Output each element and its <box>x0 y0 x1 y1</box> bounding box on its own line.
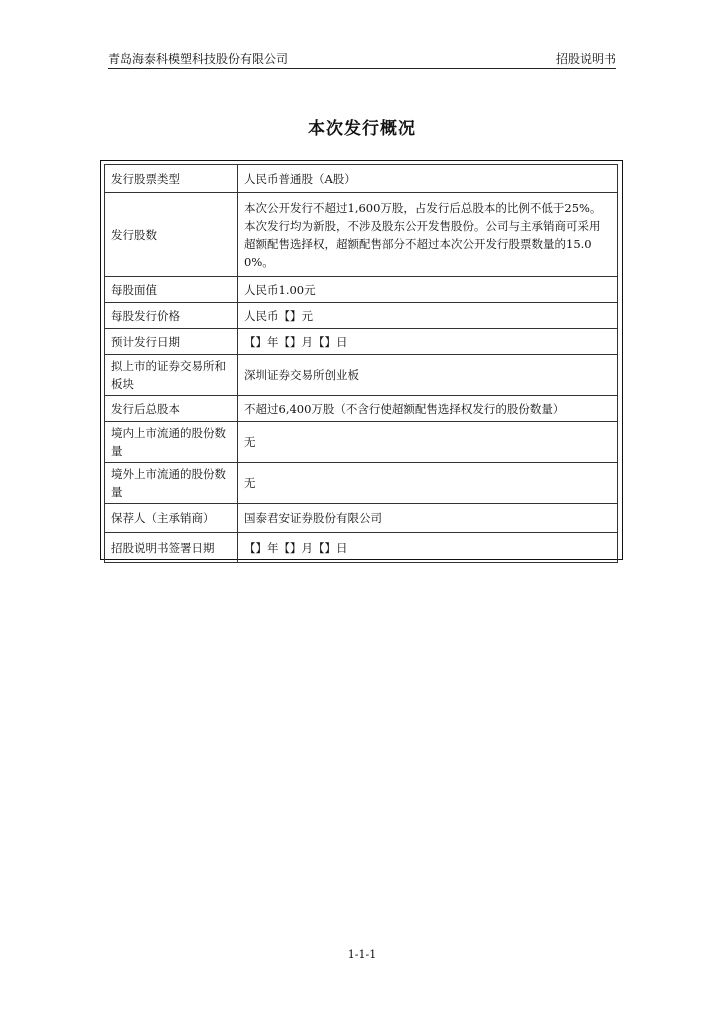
row-label: 境外上市流通的股份数量 <box>105 463 238 504</box>
table-row <box>105 303 618 329</box>
row-value: 【】年【】月【】日 <box>238 533 618 563</box>
row-value: 人民币【】元 <box>238 303 618 329</box>
row-label: 保荐人（主承销商） <box>105 504 238 533</box>
row-value: 本次公开发行不超过1,600万股，占发行后总股本的比例不低于25%。本次发行均为新股，不涉及股东公开发售股份。公司与主承销商可采用超额配售选择权，超额配售部分不超过本次公开发行股票数量的15.00%。 <box>238 193 618 277</box>
row-label: 境内上市流通的股份数量 <box>105 422 238 463</box>
row-label: 拟上市的证券交易所和板块 <box>105 355 238 396</box>
table-row <box>105 277 618 303</box>
offering-summary-table-frame <box>100 160 623 560</box>
header-rule <box>108 68 616 69</box>
row-value: 不超过6,400万股（不含行使超额配售选择权发行的股份数量） <box>238 396 618 422</box>
row-label: 每股面值 <box>105 277 238 303</box>
row-label: 发行股数 <box>105 193 238 277</box>
table-row <box>105 329 618 355</box>
row-label: 预计发行日期 <box>105 329 238 355</box>
row-value: 人民币1.00元 <box>238 277 618 303</box>
table-row <box>105 422 618 463</box>
row-value: 【】年【】月【】日 <box>238 329 618 355</box>
row-value: 无 <box>238 463 618 504</box>
row-label: 发行后总股本 <box>105 396 238 422</box>
table-row <box>105 504 618 533</box>
table-row <box>105 463 618 504</box>
page-title: 本次发行概况 <box>308 119 416 139</box>
row-value: 人民币普通股（A股） <box>238 165 618 193</box>
table-row <box>105 165 618 193</box>
table-row <box>105 533 618 563</box>
page-header <box>108 49 616 67</box>
company-name: 青岛海泰科模塑科技股份有限公司 <box>108 52 289 66</box>
table-row <box>105 355 618 396</box>
document-type: 招股说明书 <box>555 52 616 66</box>
table-row <box>105 193 618 277</box>
page-number: 1-1-1 <box>347 948 377 961</box>
row-label: 发行股票类型 <box>105 165 238 193</box>
offering-summary-table <box>104 164 618 563</box>
row-value: 深圳证券交易所创业板 <box>238 355 618 396</box>
row-value: 无 <box>238 422 618 463</box>
table-row <box>105 396 618 422</box>
row-value: 国泰君安证券股份有限公司 <box>238 504 618 533</box>
row-label: 每股发行价格 <box>105 303 238 329</box>
row-label: 招股说明书签署日期 <box>105 533 238 563</box>
